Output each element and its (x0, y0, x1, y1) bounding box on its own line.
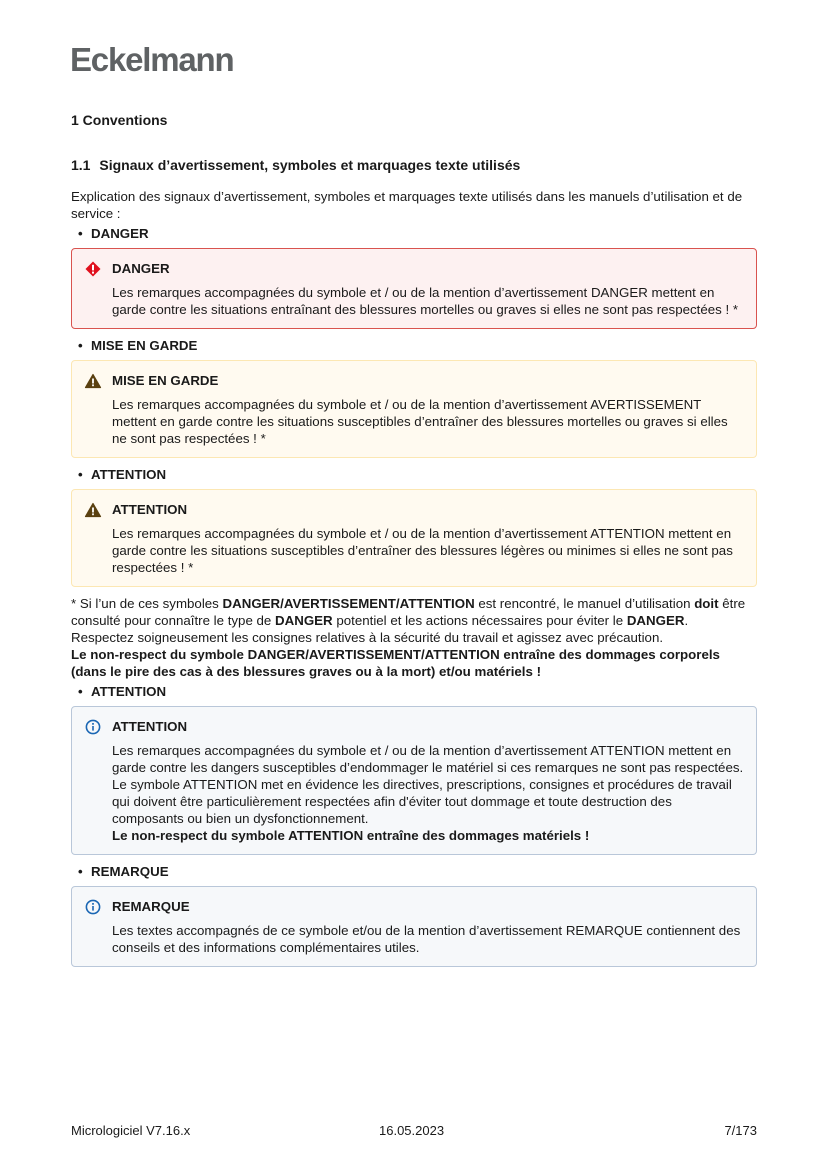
note-text: potentiel et les actions nécessaires pour éviter le (332, 613, 627, 628)
bullet-attention-info (71, 683, 757, 700)
page-footer (71, 1122, 757, 1139)
note-text: * Si l’un de ces symboles (71, 596, 223, 611)
box-body: Les remarques accompagnées du symbole et / ou de la mention d’avertissement DANGER mettent en garde contre les situations entraînant des blessures mortelles ou graves si elles ne sont pas respectées ! * (112, 285, 739, 317)
info-circle-icon (84, 718, 102, 736)
note-line-1 (71, 595, 757, 629)
box-title: DANGER (112, 261, 170, 276)
box-body (84, 742, 744, 844)
warning-triangle-icon (84, 501, 102, 519)
note-bold: DANGER (626, 613, 685, 628)
box-body-text: Les remarques accompagnées du symbole et / ou de la mention d’avertissement ATTENTION mettent en garde contre les dangers susceptibles d’endommager le matériel si ces remarques ne sont pas respectées. Le symbole ATTENTION met en évidence les directives, prescriptions, consignes et procédures de travail qui doivent être particulièrement respectées afin d'éviter tout dommage et toute destruction des composants ou bien un dysfonctionnement. (112, 743, 744, 826)
bullet-remarque (71, 863, 757, 880)
note-line-2: Respectez soigneusement les consignes relatives à la sécurité du travail et agissez avec précaution. (71, 630, 664, 645)
section-number: 1.1 (71, 157, 91, 173)
bullet-dot: • (78, 684, 83, 699)
note-text: . (684, 613, 689, 628)
note-bold: DANGER (275, 613, 333, 628)
note-paragraph (71, 595, 757, 680)
page-content (71, 188, 757, 975)
box-title: ATTENTION (112, 719, 188, 734)
note-text: est rencontré, le manuel d’utilisation (474, 596, 695, 611)
bullet-dot: • (78, 467, 83, 482)
note-text: être consulté pour connaître le type de (71, 596, 746, 628)
section-title-text: Signaux d’avertissement, symboles et marquages texte utilisés (99, 157, 521, 173)
notice-box (71, 706, 757, 855)
warning-triangle-icon (84, 372, 102, 390)
note-line-3 (71, 646, 757, 680)
footer-page-number: 7/173 (724, 1123, 757, 1138)
bullet-dot: • (78, 338, 83, 353)
section-title (71, 156, 520, 174)
bullet-attention (71, 466, 757, 483)
note-bold: doit (694, 596, 719, 611)
box-title: MISE EN GARDE (112, 373, 219, 388)
note-bold: Le non-respect du symbole DANGER/AVERTISSEMENT/ATTENTION entraîne des dommages corporels (dans le pire des cas à des blessures graves ou à la mort) et/ou matériels ! (71, 647, 720, 679)
note-bold: DANGER/AVERTISSEMENT/ATTENTION (222, 596, 475, 611)
box-body-bold: Le non-respect du symbole ATTENTION entraîne des dommages matériels ! (112, 828, 590, 843)
intro-paragraph: Explication des signaux d’avertissement, symboles et marquages texte utilisés dans les manuels d’utilisation et de service : (71, 189, 743, 221)
danger-diamond-icon (84, 260, 102, 278)
company-logo: Eckelmann (70, 41, 234, 78)
footer-firmware-version: Micrologiciel V7.16.x (71, 1123, 191, 1138)
box-body: Les remarques accompagnées du symbole et / ou de la mention d’avertissement AVERTISSEMENT mettent en garde contre les situations susceptibles d’entraîner des blessures mortelles ou graves si elles ne sont pas respectées ! * (112, 397, 728, 446)
box-body: Les remarques accompagnées du symbole et / ou de la mention d’avertissement ATTENTION mettent en garde contre les situations susceptibles d’entraîner des blessures légères ou minimes si elles ne sont pas respectées ! * (112, 526, 733, 575)
bullet-danger (71, 225, 757, 242)
bullet-dot: • (78, 864, 83, 879)
warning-box (71, 360, 757, 458)
bullet-label: REMARQUE (91, 864, 169, 879)
remark-box (71, 886, 757, 967)
chapter-title: 1 Conventions (71, 112, 168, 128)
danger-box (71, 248, 757, 329)
bullet-dot: • (78, 226, 83, 241)
bullet-mise-en-garde (71, 337, 757, 354)
bullet-label: ATTENTION (91, 467, 167, 482)
footer-date: 16.05.2023 (379, 1123, 445, 1138)
bullet-label: ATTENTION (91, 684, 167, 699)
bullet-label: MISE EN GARDE (91, 338, 198, 353)
box-title: ATTENTION (112, 502, 188, 517)
box-body: Les textes accompagnés de ce symbole et/ou de la mention d’avertissement REMARQUE contiennent des conseils et des informations complémentaires utiles. (112, 923, 741, 955)
box-title: REMARQUE (112, 899, 190, 914)
bullet-label: DANGER (91, 226, 149, 241)
caution-box (71, 489, 757, 587)
info-circle-icon (84, 898, 102, 916)
